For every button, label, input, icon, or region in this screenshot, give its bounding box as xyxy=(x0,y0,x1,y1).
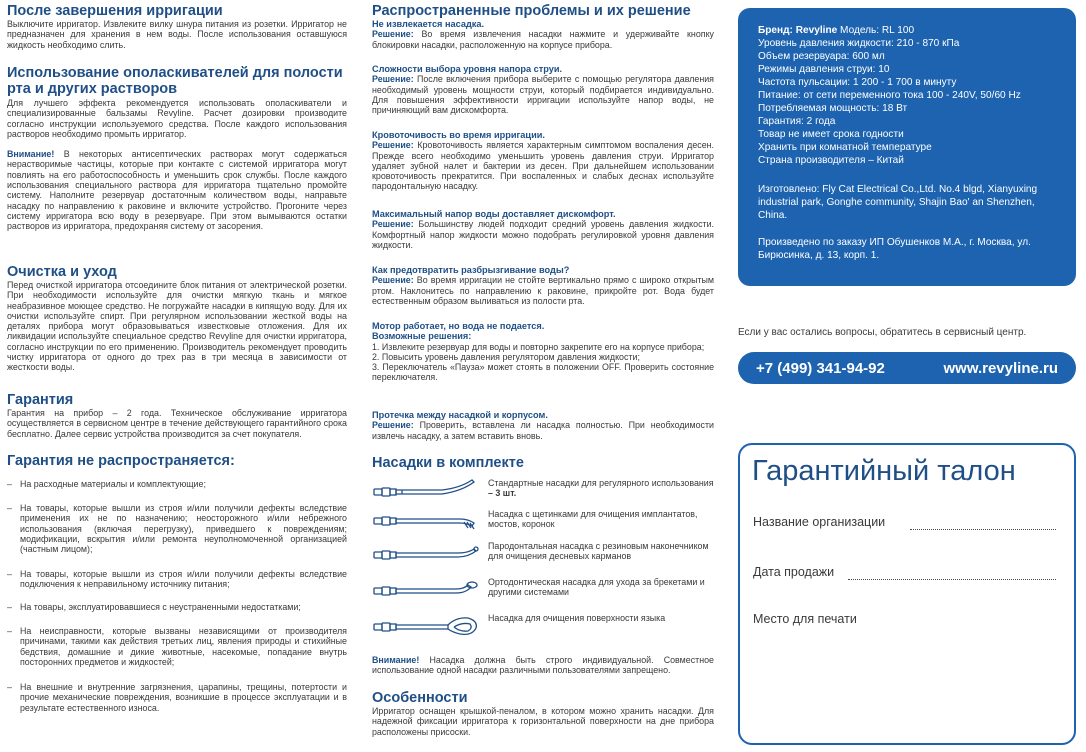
problem-solution xyxy=(372,275,714,306)
nozzles-heading: Насадки в комплекте xyxy=(372,455,524,471)
brand-line xyxy=(758,25,914,37)
problem-item xyxy=(372,410,714,441)
sale-date-label: Дата продажи xyxy=(753,565,835,579)
care-heading: Очистка и уход xyxy=(7,264,117,280)
exclusion-text: На товары, которые вышли из строя и/или получили дефекты вследствие применения их не по назначению; неосторожного и/или небрежного использования (включая перегрузку), приведшего к повреждениям; модификации, вскрытия и/или ремонта неуполномоченной организацией (частным лицом); xyxy=(20,503,347,555)
solution-label: Решение: xyxy=(372,420,414,431)
nozzle-description: Насадка с щетинками для очищения имплантатов, мостов, коронок xyxy=(488,509,698,530)
service-center-note: Если у вас остались вопросы, обратитесь в сервисный центр. xyxy=(738,327,1027,338)
spec-line: Страна производителя – Китай xyxy=(758,155,904,166)
solution-label: Решение: xyxy=(372,140,414,151)
problem-title: Сложности выбора уровня напора струи. xyxy=(372,64,563,74)
specifications-box xyxy=(738,8,1076,286)
nozzles-section xyxy=(372,455,714,471)
warranty-section xyxy=(7,392,347,439)
warranty-exclusions-section xyxy=(7,453,347,733)
problem-title: Кровоточивость во время ирригации. xyxy=(372,130,545,140)
spec-line: Питание: от сети переменного тока 100 - 240V, 50/60 Hz xyxy=(758,90,1021,101)
exclusion-text: На неисправности, которые вызваны независящими от производителя причинами, такими как действия третьих лиц, явления природы и стихийные бедствия, домашние и дикие животные, насекомые, попадание внутрь посторонних предметов и жидкостей; xyxy=(20,626,347,667)
problem-item xyxy=(372,64,714,115)
solution-label: Решение: xyxy=(372,29,414,40)
solution-text: Кровоточивость является характерным симптомом воспаления десен. Прежде всего необходимо уменьшить уровень давления струи. Ирригатор удаляет зубной налет и бактерии из десен. При дальнейшем использовании кровоточивость прекратится. При воспаленных и слабых деснах используйте пародонтальную насадку. xyxy=(372,140,714,192)
organization-name-label: Название организации xyxy=(753,515,886,529)
spec-line: Товар не имеет срока годности xyxy=(758,129,904,140)
problems-heading: Распространенные проблемы и их решение xyxy=(372,3,691,19)
problem-item xyxy=(372,130,714,192)
periodontal-nozzle-icon xyxy=(372,541,482,567)
orthodontic-nozzle-icon xyxy=(372,577,482,603)
rinse-heading: Использование ополаскивателей для полости рта и других растворов xyxy=(7,65,343,97)
dash-bullet: – xyxy=(7,569,12,579)
solution-text: После включения прибора выберите с помощью регулятора давления необходимый уровень мощности струи, который подбирается индивидуально. Для повышения эффективности ирригации используйте напор воды, не причиняющий вам дискомфорта. xyxy=(372,74,714,116)
problem-title: Мотор работает, но вода не подается. xyxy=(372,321,545,331)
spec-line: Режимы давления струи: 10 xyxy=(758,64,890,75)
nozzle-warning-label: Внимание! xyxy=(372,655,420,665)
brush-nozzle-icon xyxy=(372,509,482,535)
manufacturer-text: Изготовлено: Fly Cat Electrical Co.,Ltd. No.4 blgd, Xianyuxing industrial park, Gonghe community, Shajin Bao' an Shenzhen, China. xyxy=(758,184,1038,221)
problem-solution xyxy=(372,29,714,50)
rinse-section xyxy=(7,65,347,232)
organization-name-field[interactable] xyxy=(910,529,1056,530)
spec-line: Гарантия: 2 года xyxy=(758,116,836,127)
exclusion-text: На товары, которые вышли из строя и/или получили дефекты вследствие подключения к неправильному источнику питания; xyxy=(20,569,347,590)
exclusion-item xyxy=(7,569,347,590)
nozzle-warning-text xyxy=(372,655,714,676)
warranty-text: Гарантия на прибор – 2 года. Техническое обслуживание ирригатора осуществляется в сервисном центре в течение действующего гарантийного срока бесплатно. Далее сервис устройства производится за счет покупателя. xyxy=(7,408,347,439)
nozzle-count: – 3 шт. xyxy=(488,488,517,499)
exclusions-heading: Гарантия не распространяется: xyxy=(7,453,235,469)
after-irrigation-section xyxy=(7,3,347,50)
phone-link[interactable]: +7 (499) 341-94-92 xyxy=(756,360,885,377)
ordered-by-text: Произведено по заказу ИП Обушенков М.А., г. Москва, ул. Бирюсинка, д. 13, корп. 1. xyxy=(758,237,1031,261)
dash-bullet: – xyxy=(7,682,12,692)
after-irrigation-text: Выключите ирригатор. Извлеките вилку шнура питания из розетки. Ирригатор не предназначен для хранения в нем воды. После использования оставшуюся жидкость необходимо слить. xyxy=(7,19,347,50)
solution-text: 1. Извлеките резервуар для воды и повторно закрепите его на корпусе прибора; 2. Повысить уровень давления регулятором давления жидкости; 3. Переключатель «Пауза» может стоять в положении OFF. Проверить состояние переключателя. xyxy=(372,341,714,383)
exclusion-text: На товары, эксплуатировавшиеся с неустраненными недостатками; xyxy=(20,602,301,612)
dash-bullet: – xyxy=(7,602,12,612)
instructions-column-1 xyxy=(7,0,347,752)
nozzle-text: Стандартные насадки для регулярного использования xyxy=(488,478,714,488)
solution-label: Решение: xyxy=(372,219,414,230)
exclusion-item xyxy=(7,626,347,667)
spec-line: Уровень давления жидкости: 210 - 870 кПа xyxy=(758,38,960,49)
rinse-text: Для лучшего эффекта рекомендуется использовать ополаскиватели и специализированные бальзамы Revyline. Расчет дозировки производите согласно инструкции используемого средства. После каждого использования растворов необходимо промыть ирригатор. xyxy=(7,98,347,139)
features-text: Ирригатор оснащен крышкой-пеналом, в котором можно хранить насадки. Для надежной фиксации ирригатора к горизонтальной поверхности на дне прибора расположены присоски. xyxy=(372,706,714,737)
sale-date-field[interactable] xyxy=(848,579,1056,580)
spec-line: Объем резервуара: 600 мл xyxy=(758,51,885,62)
warranty-card-title: Гарантийный талон xyxy=(752,455,1016,487)
problem-solution xyxy=(372,420,714,441)
spec-line: Хранить при комнатной температуре xyxy=(758,142,932,153)
nozzle-item xyxy=(372,509,714,539)
warranty-card xyxy=(738,443,1076,745)
nozzle-item xyxy=(372,577,714,607)
spec-line: Частота пульсации: 1 200 - 1 700 в минуту xyxy=(758,77,957,88)
exclusion-item xyxy=(7,602,347,612)
spec-line: Потребляемая мощность: 18 Вт xyxy=(758,103,908,114)
brand-value: Revyline xyxy=(795,25,838,36)
instructions-column-3 xyxy=(738,0,1078,752)
dash-bullet: – xyxy=(7,479,12,489)
problem-item xyxy=(372,265,714,306)
nozzle-description: Насадка для очищения поверхности языка xyxy=(488,613,666,623)
problem-item xyxy=(372,321,714,383)
exclusion-item xyxy=(7,503,347,554)
problem-item xyxy=(372,19,714,50)
solution-label: Решение: xyxy=(372,275,414,286)
nozzle-warning xyxy=(372,655,714,676)
exclusion-item xyxy=(7,682,347,713)
tongue-nozzle-icon xyxy=(372,613,482,639)
instructions-column-2 xyxy=(372,0,714,752)
nozzle-item xyxy=(372,541,714,571)
after-irrigation-heading: После завершения ирригации xyxy=(7,3,223,19)
solution-text: Большинству людей подходит средний уровень давления жидкости. Комфортный напор жидкости можно подобрать регулировкой уровня давления жидкости. xyxy=(372,219,714,250)
exclusion-text: На внешние и внутренние загрязнения, царапины, трещины, потертости и прочие механические повреждения, возникшие в процессе эксплуатации и в результате естественного износа. xyxy=(20,682,347,713)
features-section xyxy=(372,690,714,737)
dash-bullet: – xyxy=(7,626,12,636)
nozzle-description: Ортодонтическая насадка для ухода за брекетами и другими системами xyxy=(488,577,705,598)
exclusion-text: На расходные материалы и комплектующие; xyxy=(20,479,206,489)
problem-title: Как предотвратить разбрызгивание воды? xyxy=(372,265,570,275)
stamp-place-label: Место для печати xyxy=(753,612,857,626)
brand-label: Бренд: xyxy=(758,25,796,36)
standard-nozzle-icon xyxy=(372,478,482,504)
contact-bar xyxy=(738,352,1076,384)
warranty-heading: Гарантия xyxy=(7,392,74,408)
rinse-warning-text: В некоторых антисептических растворах могут содержаться нерастворимые частицы, которые при контакте с системой ирригатора могут повлиять на его работоспособность и уменьшить срок службы. После каждого использования специального раствора для ирригатора тщательно промойте систему. Наполните резервуар достаточным количеством воды, направьте насадку по направлению к раковине и включите устройство. Прогоните через систему ирригатора всю воду в резервуаре. При этом вымываются остатки растворов из ирригатора, предохраняя систему от засорения. xyxy=(7,149,347,232)
rinse-warning xyxy=(7,149,347,231)
nozzle-description: Пародонтальная насадка с резиновым наконечником для очищения десневых карманов xyxy=(488,541,709,562)
website-link[interactable]: www.revyline.ru xyxy=(943,360,1058,377)
problem-solution xyxy=(372,219,714,250)
nozzle-item xyxy=(372,478,714,508)
solution-label: Решение: xyxy=(372,74,414,85)
solution-text: Во время извлечения насадки нажмите и удерживайте кнопку блокировки насадки, расположенную на корпусе прибора. xyxy=(372,29,714,50)
problem-item xyxy=(372,209,714,250)
problem-title: Максимальный напор воды доставляет дискомфорт. xyxy=(372,209,616,219)
problem-title: Не извлекается насадка. xyxy=(372,19,485,29)
solution-text: Во время ирригации не стойте вертикально прямо с широко открытым ртом. Наклонитесь по направлению к раковине, прикройте рот. Вода будет естественным образом выливаться из полости рта. xyxy=(372,275,714,306)
nozzle-warning-body: Насадка должна быть строго индивидуальной. Совместное использование одной насадки различными пользователями запрещено. xyxy=(372,655,714,676)
nozzle-description xyxy=(488,478,714,499)
nozzle-item xyxy=(372,613,714,643)
model-text: Модель: RL 100 xyxy=(837,25,915,36)
care-text: Перед очисткой ирригатора отсоедините блок питания от электрической розетки. При необходимости используйте для очистки мягкую ткань и мягкое неабразивное моющее средство. Не погружайте насадки в кипящую воду. Для их очистки используйте спирт. При регулярном использовании жесткой воды на деталях прибора могут образовываться известковые отложения. Для их ликвидации используйте специальное средство Revyline для очистки ирригатора, согласно инструкции по его применению. Производитель рекомендует проводить чистку ирригатора от одного до трех раз в три месяца в зависимости от жесткости воды. xyxy=(7,280,347,373)
solution-text: Проверить, вставлена ли насадка полностью. При необходимости извлечь насадку, а затем вставить вновь. xyxy=(372,420,714,441)
problem-solution xyxy=(372,74,714,115)
rinse-warning-label: Внимание! xyxy=(7,149,55,160)
care-section xyxy=(7,264,347,373)
dash-bullet: – xyxy=(7,503,12,513)
problem-title: Протечка между насадкой и корпусом. xyxy=(372,410,548,420)
features-heading: Особенности xyxy=(372,690,468,706)
exclusion-item xyxy=(7,479,347,489)
problem-solution xyxy=(372,140,714,191)
problems-section xyxy=(372,3,714,19)
solution-label: Возможные решения: xyxy=(372,331,472,342)
